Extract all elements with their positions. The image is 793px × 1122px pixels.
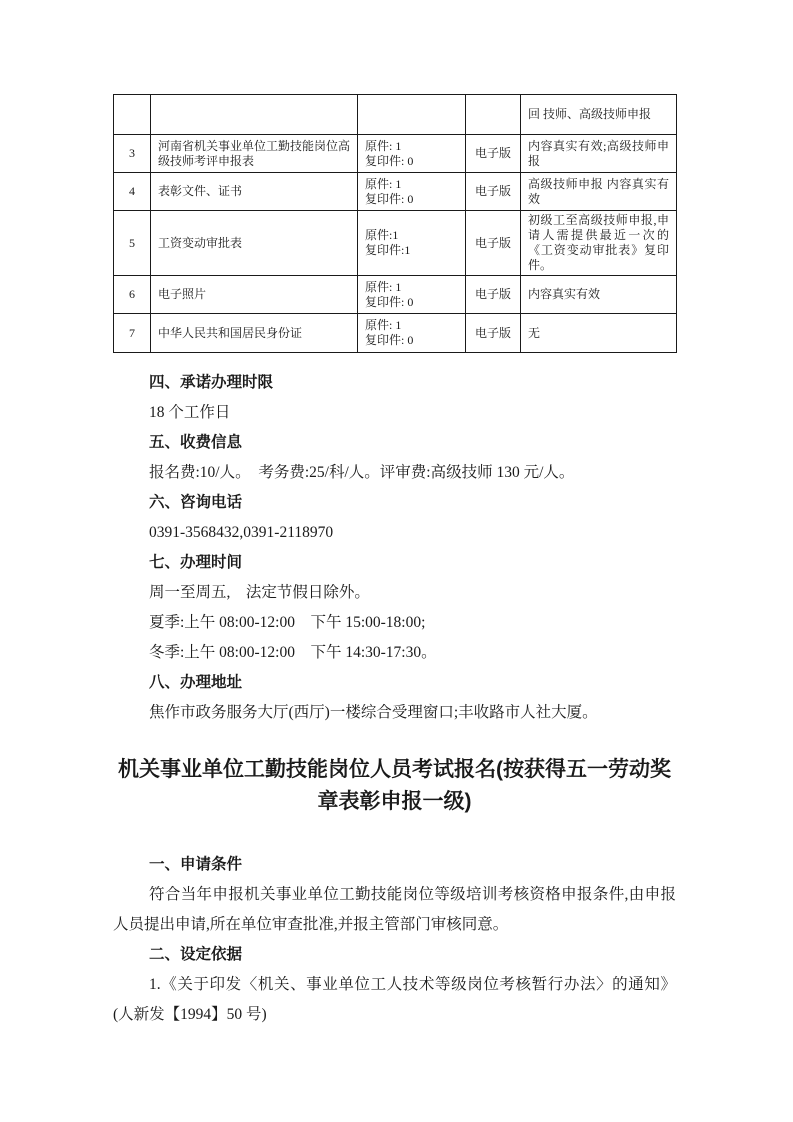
empty-cell — [466, 95, 521, 135]
processing-time-limit-value: 18 个工作日 — [149, 404, 231, 421]
copy-count: 复印件:1 — [365, 243, 411, 257]
table-row — [114, 211, 677, 276]
original-count: 原件: 1 — [365, 138, 402, 153]
procedure-sections — [113, 368, 676, 728]
empty-cell — [151, 95, 358, 135]
office-hours-summer: 夏季:上午 08:00-12:00 下午 15:00-18:00; — [149, 614, 426, 631]
original-count: 原件: 1 — [365, 318, 402, 332]
application-conditions-text: 符合当年申报机关事业单位工勤技能岗位等级培训考核资格申报条件,由申报人员提出申请,所在单位审查批准,并报主管部门审核同意。 — [113, 886, 676, 933]
original-count: 原件: 1 — [365, 176, 402, 191]
format-cell: 电子版 — [466, 173, 521, 211]
format-cell: 电子版 — [466, 314, 521, 353]
requirement-cell: 内容真实有效 — [521, 276, 677, 314]
copies-cell — [358, 314, 466, 353]
table-row — [114, 314, 677, 353]
requirement-cell: 内容真实有效;高级技师申报 — [521, 135, 677, 173]
copy-count: 复印件: 0 — [365, 153, 414, 168]
original-count: 原件:1 — [365, 228, 399, 242]
document-page — [113, 0, 676, 1030]
requirement-cell: 初级工至高级技师申报,申请人需提供最近一次的《工资变动审批表》复印件。 — [521, 211, 677, 276]
section-heading-office-hours: 七、办理时间 — [149, 554, 243, 571]
row-number-cell: 6 — [114, 276, 151, 314]
format-cell: 电子版 — [466, 211, 521, 276]
material-name-cell: 中华人民共和国居民身份证 — [151, 314, 358, 353]
notice-sections — [113, 850, 676, 1030]
section-heading-setting-basis: 二、设定依据 — [149, 946, 243, 963]
copy-count: 复印件: 0 — [365, 294, 414, 309]
section-heading-consult-phone: 六、咨询电话 — [149, 494, 243, 511]
copies-cell — [358, 211, 466, 276]
copies-cell — [358, 135, 466, 173]
office-hours-days: 周一至周五, 法定节假日除外。 — [149, 584, 370, 601]
format-cell: 电子版 — [466, 135, 521, 173]
requirement-cell: 高级技师申报 内容真实有效 — [521, 173, 677, 211]
table-row — [114, 276, 677, 314]
row-number-cell: 5 — [114, 211, 151, 276]
empty-cell — [358, 95, 466, 135]
fee-info-value: 报名费:10/人。 考务费:25/科/人。评审费:高级技师 130 元/人。 — [149, 464, 575, 481]
consult-phone-value: 0391-3568432,0391-2118970 — [149, 524, 334, 541]
material-name-cell: 表彰文件、证书 — [151, 173, 358, 211]
table-row-carryover — [114, 95, 677, 135]
section-heading-application-conditions: 一、申请条件 — [149, 856, 243, 873]
copies-cell — [358, 276, 466, 314]
format-cell: 电子版 — [466, 276, 521, 314]
requirement-cell: 无 — [521, 314, 677, 353]
row-number-cell: 3 — [114, 135, 151, 173]
section-heading-processing-time-limit: 四、承诺办理时限 — [149, 374, 274, 391]
material-name-cell: 工资变动审批表 — [151, 211, 358, 276]
table-row — [114, 135, 677, 173]
empty-cell — [114, 95, 151, 135]
material-name-cell: 电子照片 — [151, 276, 358, 314]
copy-count: 复印件: 0 — [365, 333, 414, 347]
application-materials-table — [113, 94, 677, 353]
table-row — [114, 173, 677, 211]
original-count: 原件: 1 — [365, 279, 402, 294]
row-number-cell: 7 — [114, 314, 151, 353]
row-number-cell: 4 — [114, 173, 151, 211]
material-name-cell: 河南省机关事业单位工勤技能岗位高级技师考评申报表 — [151, 135, 358, 173]
copy-count: 复印件: 0 — [365, 191, 414, 206]
office-address-value: 焦作市政务服务大厅(西厅)一楼综合受理窗口;丰收路市人社大厦。 — [149, 704, 598, 721]
section-heading-office-address: 八、办理地址 — [149, 674, 243, 691]
section-heading-fee-info: 五、收费信息 — [149, 434, 243, 451]
notice-title: 机关事业单位工勤技能岗位人员考试报名(按获得五一劳动奖章表彰申报一级) — [118, 758, 671, 813]
office-hours-winter: 冬季:上午 08:00-12:00 下午 14:30-17:30。 — [149, 644, 437, 661]
requirement-cell: 回 技师、高级技师申报 — [521, 95, 677, 135]
setting-basis-text: 1.《关于印发〈机关、事业单位工人技术等级岗位考核暂行办法〉的通知》(人新发【1994】50 号) — [113, 976, 676, 1023]
copies-cell — [358, 173, 466, 211]
